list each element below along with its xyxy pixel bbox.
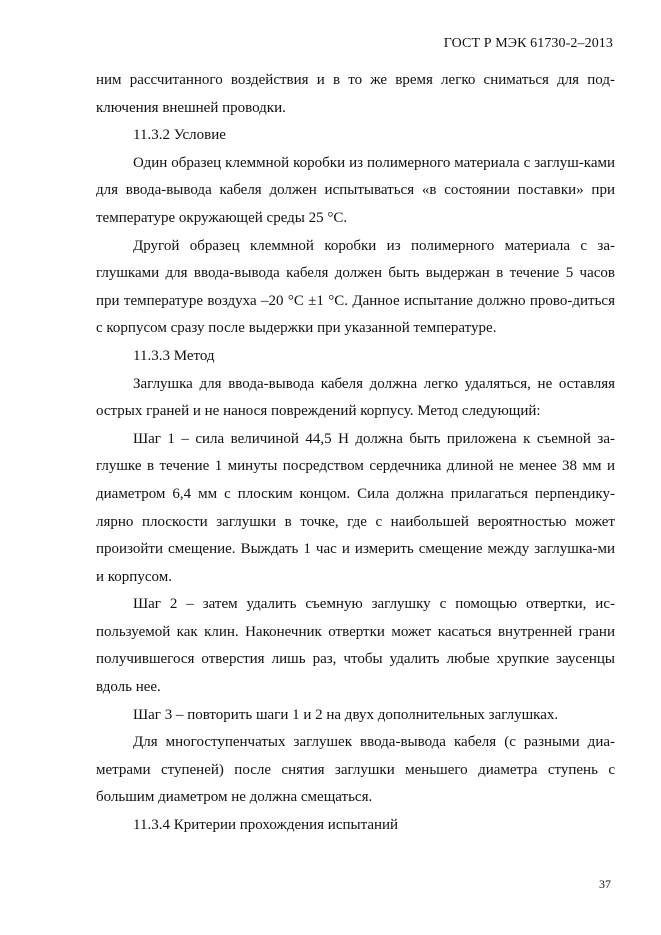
standard-header: ГОСТ Р МЭК 61730-2–2013 xyxy=(443,36,613,51)
section-heading-11-3-4: 11.3.4 Критерии прохождения испытаний xyxy=(133,817,399,834)
paragraph-sample-one: Один образец клеммной коробки из полимерного материала с заглуш-ками для ввода-вывода кабеля должен испытываться «в состоянии поставки» при температуре окружающей среды 25 °С. xyxy=(96,154,615,226)
paragraph-method-intro: Заглушка для ввода-вывода кабеля должна легко удаляться, не оставляя острых граней и не нанося повреждений корпусу. Метод следующий: xyxy=(96,375,615,420)
body-text xyxy=(96,67,615,840)
page-number: 37 xyxy=(599,877,611,891)
section-heading-11-3-3: 11.3.3 Метод xyxy=(133,347,215,364)
section-heading-11-3-2: 11.3.2 Условие xyxy=(133,127,226,144)
paragraph-continuation: ним рассчитанного воздействия и в то же время легко сниматься для под-ключения внешней проводки. xyxy=(96,72,615,116)
paragraph-step-1: Шаг 1 – сила величиной 44,5 Н должна быть приложена к съемной за-глушке в течение 1 минуты посредством сердечника длиной не менее 38 мм и диаметром 6,4 мм с плоским концом. Сила должна прилагаться перпендику-лярно плоскости заглушки в точке, где с наибольшей вероятностью может произойти смещение. Выждать 1 час и измерить смещение между заглушка-ми и корпусом. xyxy=(96,430,615,585)
paragraph-sample-two: Другой образец клеммной коробки из полимерного материала с за-глушками для ввода-вывода кабеля должен быть выдержан в течение 5 часов при температуре воздуха –20 °С ±1 °С. Данное испытание должно прово-диться с корпусом сразу после выдержки при указанной температуре. xyxy=(96,237,615,337)
paragraph-multistage: Для многоступенчатых заглушек ввода-вывода кабеля (с разными диа-метрами ступеней) после снятия заглушки меньшего диаметра ступень с большим диаметром не должна смещаться. xyxy=(96,734,615,806)
paragraph-step-2: Шаг 2 – затем удалить съемную заглушку с помощью отвертки, ис-пользуемой как клин. Наконечник отвертки может касаться внутренней грани получившегося отверстия лишь раз, чтобы удалить любые хрупкие заусенцы вдоль нее. xyxy=(96,596,615,696)
paragraph-step-3: Шаг 3 – повторить шаги 1 и 2 на двух дополнительных заглушках. xyxy=(133,706,559,723)
